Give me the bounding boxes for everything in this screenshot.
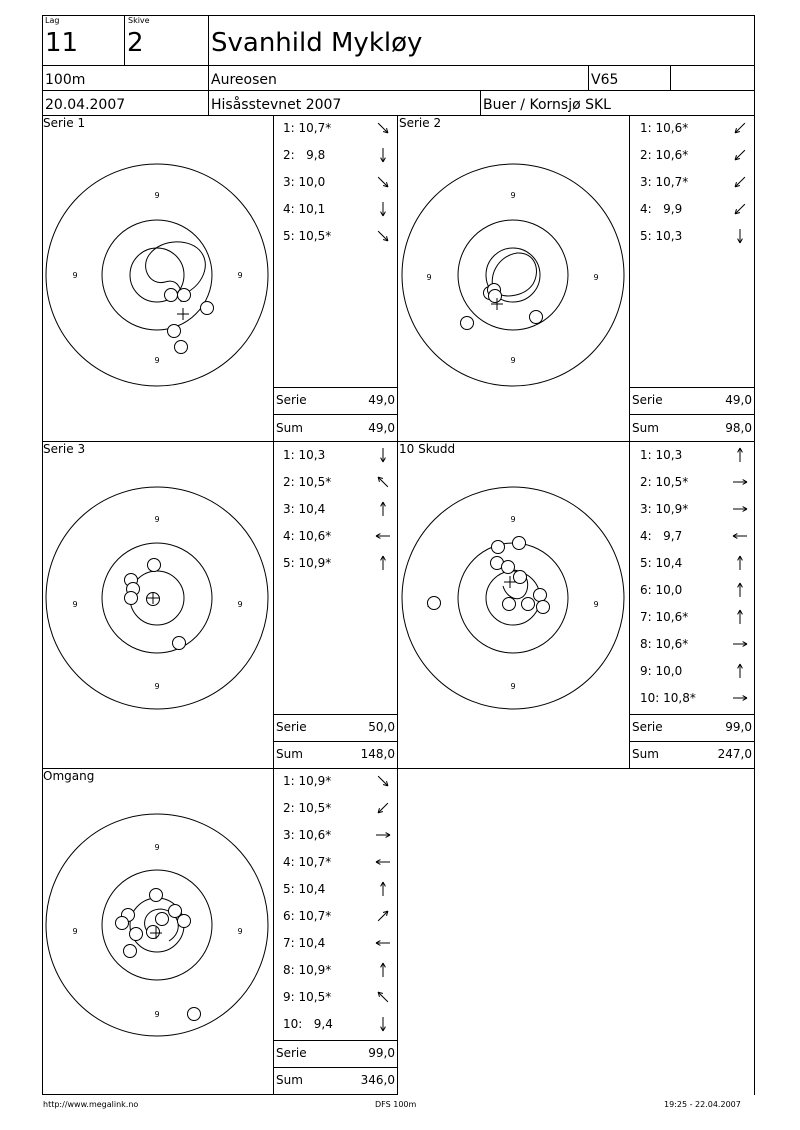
sum-value: 49,0	[368, 421, 395, 435]
shot-score: 6: 10,7*	[283, 909, 332, 923]
direction-arrow-icon	[375, 501, 391, 517]
ring-label: 9	[237, 927, 243, 936]
date: 20.04.2007	[45, 97, 126, 113]
shot-score: 5: 10,5*	[283, 229, 332, 243]
shot-score: 8: 10,6*	[640, 637, 689, 651]
shot-row	[640, 175, 750, 191]
ring-label: 9	[510, 191, 516, 200]
ring-label: 9	[72, 600, 78, 609]
shot-row	[283, 448, 393, 464]
sum-label: Sum	[632, 747, 659, 761]
direction-arrow-icon	[375, 935, 391, 951]
shot-row	[283, 936, 393, 952]
shot-hole	[492, 541, 505, 554]
direction-arrow-icon	[375, 201, 391, 217]
shot-row	[283, 828, 393, 844]
direction-arrow-icon	[375, 800, 391, 816]
lag-label: Lag	[45, 16, 60, 25]
direction-arrow-icon	[375, 827, 391, 843]
shot-score: 10: 9,4	[283, 1017, 333, 1031]
ring-label: 9	[154, 191, 160, 200]
ring-label: 9	[510, 356, 516, 365]
shot-score: 4: 10,6*	[283, 529, 332, 543]
shot-hole	[502, 561, 515, 574]
shot-row	[640, 583, 750, 599]
shot-score: 3: 10,4	[283, 502, 326, 516]
shot-hole	[173, 637, 186, 650]
serie-value: 99,0	[725, 720, 752, 734]
serie-label: Serie	[632, 393, 663, 407]
shot-hole	[150, 889, 163, 902]
shot-row	[283, 502, 393, 518]
direction-arrow-icon	[375, 147, 391, 163]
shot-score: 5: 10,4	[283, 882, 326, 896]
ring-label: 9	[510, 682, 516, 691]
skive-label: Skive	[128, 16, 150, 25]
shot-score: 6: 10,0	[640, 583, 683, 597]
shot-score: 4: 10,1	[283, 202, 326, 216]
location: Buer / Kornsjø SKL	[483, 97, 611, 113]
shot-hole	[188, 1008, 201, 1021]
shot-score: 5: 10,9*	[283, 556, 332, 570]
target-10-skudd	[399, 486, 629, 716]
sum-value: 98,0	[725, 421, 752, 435]
serie-label: Serie	[632, 720, 663, 734]
shot-score: 9: 10,0	[640, 664, 683, 678]
shot-score: 2: 9,8	[283, 148, 326, 162]
direction-arrow-icon	[732, 501, 748, 517]
shot-row	[283, 229, 393, 245]
shot-row	[283, 556, 393, 572]
footer-url: http://www.megalink.no	[43, 1100, 139, 1109]
direction-arrow-icon	[375, 881, 391, 897]
shot-score: 1: 10,6*	[640, 121, 689, 135]
target-omgang	[43, 813, 273, 1043]
shot-row	[640, 148, 750, 164]
shot-score: 7: 10,6*	[640, 610, 689, 624]
shot-hole	[156, 913, 169, 926]
shot-hole	[537, 601, 550, 614]
ring-label: 9	[154, 515, 160, 524]
shot-row	[283, 175, 393, 191]
shot-row	[283, 1017, 393, 1033]
shot-score: 1: 10,9*	[283, 774, 332, 788]
shot-hole	[175, 341, 188, 354]
shot-hole	[169, 905, 182, 918]
ring-label: 9	[237, 600, 243, 609]
shot-hole	[130, 928, 143, 941]
shot-hole	[530, 311, 543, 324]
shot-hole	[147, 926, 160, 939]
shot-row	[640, 502, 750, 518]
sum-value: 247,0	[717, 747, 752, 761]
shot-score: 10: 10,8*	[640, 691, 696, 705]
direction-arrow-icon	[732, 228, 748, 244]
shot-row	[640, 556, 750, 572]
shot-hole	[178, 289, 191, 302]
serie-value: 49,0	[725, 393, 752, 407]
shot-score: 4: 9,7	[640, 529, 683, 543]
shot-score: 2: 10,5*	[640, 475, 689, 489]
ring-label: 9	[154, 356, 160, 365]
shot-row	[283, 909, 393, 925]
direction-arrow-icon	[732, 474, 748, 490]
sum-value: 148,0	[360, 747, 395, 761]
ring-label: 9	[154, 1010, 160, 1019]
shot-hole	[148, 559, 161, 572]
direction-arrow-icon	[732, 609, 748, 625]
direction-arrow-icon	[375, 854, 391, 870]
shot-score: 3: 10,0	[283, 175, 326, 189]
shot-row	[283, 990, 393, 1006]
shot-row	[283, 475, 393, 491]
serie-label: Serie	[276, 720, 307, 734]
ring-label: 9	[593, 273, 599, 282]
ring-label: 9	[72, 927, 78, 936]
direction-arrow-icon	[375, 908, 391, 924]
direction-arrow-icon	[375, 174, 391, 190]
direction-arrow-icon	[732, 201, 748, 217]
direction-arrow-icon	[732, 582, 748, 598]
ring-label: 9	[72, 271, 78, 280]
direction-arrow-icon	[732, 120, 748, 136]
direction-arrow-icon	[375, 555, 391, 571]
ring-label: 9	[510, 515, 516, 524]
direction-arrow-icon	[732, 636, 748, 652]
direction-arrow-icon	[732, 690, 748, 706]
direction-arrow-icon	[375, 228, 391, 244]
target-serie-2	[399, 160, 629, 390]
serie-label: Serie	[276, 1046, 307, 1060]
direction-arrow-icon	[375, 1016, 391, 1032]
footer-program: DFS 100m	[375, 1100, 417, 1109]
direction-arrow-icon	[732, 447, 748, 463]
ring-label: 9	[593, 600, 599, 609]
shot-score: 8: 10,9*	[283, 963, 332, 977]
shot-hole	[534, 589, 547, 602]
sum-label: Sum	[276, 421, 303, 435]
target-serie-1	[43, 160, 273, 390]
direction-arrow-icon	[732, 174, 748, 190]
shot-row	[283, 882, 393, 898]
shot-row	[640, 529, 750, 545]
shot-row	[283, 121, 393, 137]
shot-score: 1: 10,3	[640, 448, 683, 462]
shot-hole	[489, 290, 502, 303]
shot-row	[283, 801, 393, 817]
shot-score: 3: 10,9*	[640, 502, 689, 516]
panel-title-serie-2: Serie 2	[399, 116, 442, 130]
shot-score: 2: 10,5*	[283, 801, 332, 815]
shot-row	[283, 963, 393, 979]
shot-score: 5: 10,4	[640, 556, 683, 570]
shot-hole	[125, 592, 138, 605]
shot-hole	[513, 537, 526, 550]
shot-row	[640, 229, 750, 245]
direction-arrow-icon	[375, 447, 391, 463]
sum-value: 346,0	[360, 1073, 395, 1087]
shot-score: 3: 10,7*	[640, 175, 689, 189]
shooter-name: Svanhild Mykløy	[211, 28, 423, 58]
direction-arrow-icon	[375, 989, 391, 1005]
direction-arrow-icon	[732, 555, 748, 571]
shot-score: 4: 10,7*	[283, 855, 332, 869]
shot-row	[640, 121, 750, 137]
ring-label: 9	[426, 273, 432, 282]
shot-hole	[522, 598, 535, 611]
shot-row	[640, 664, 750, 680]
shot-hole	[116, 917, 129, 930]
shot-score: 4: 9,9	[640, 202, 683, 216]
shot-hole	[165, 289, 178, 302]
serie-value: 50,0	[368, 720, 395, 734]
direction-arrow-icon	[732, 147, 748, 163]
panel-title-10-skudd: 10 Skudd	[399, 442, 456, 456]
panel-title-serie-1: Serie 1	[43, 116, 86, 130]
sum-label: Sum	[276, 747, 303, 761]
shot-hole	[178, 915, 191, 928]
shot-hole	[503, 598, 516, 611]
shot-score: 5: 10,3	[640, 229, 683, 243]
shot-row	[283, 774, 393, 790]
direction-arrow-icon	[732, 663, 748, 679]
panel-title-serie-3: Serie 3	[43, 442, 86, 456]
serie-value: 49,0	[368, 393, 395, 407]
shot-hole	[461, 317, 474, 330]
distance: 100m	[45, 72, 86, 88]
skive-value: 2	[127, 28, 144, 58]
event-name: Hisåsstevnet 2007	[211, 97, 342, 113]
ring-label: 9	[154, 843, 160, 852]
ring-label: 9	[237, 271, 243, 280]
shot-row	[640, 637, 750, 653]
shot-row	[640, 448, 750, 464]
serie-label: Serie	[276, 393, 307, 407]
sum-label: Sum	[276, 1073, 303, 1087]
shot-score: 3: 10,6*	[283, 828, 332, 842]
shot-hole	[428, 597, 441, 610]
shot-score: 1: 10,7*	[283, 121, 332, 135]
panel-title-omgang: Omgang	[43, 769, 95, 783]
direction-arrow-icon	[732, 528, 748, 544]
direction-arrow-icon	[375, 962, 391, 978]
shot-row	[640, 475, 750, 491]
lag-value: 11	[45, 28, 79, 58]
shot-score: 9: 10,5*	[283, 990, 332, 1004]
shot-hole	[201, 302, 214, 315]
shot-score: 2: 10,5*	[283, 475, 332, 489]
shot-row	[283, 202, 393, 218]
direction-arrow-icon	[375, 528, 391, 544]
ring-label: 9	[154, 682, 160, 691]
shot-row	[283, 148, 393, 164]
shot-hole	[168, 325, 181, 338]
direction-arrow-icon	[375, 474, 391, 490]
sum-label: Sum	[632, 421, 659, 435]
shot-row	[640, 202, 750, 218]
direction-arrow-icon	[375, 773, 391, 789]
target-serie-3	[43, 486, 273, 716]
footer-timestamp: 19:25 - 22.04.2007	[664, 1100, 741, 1109]
direction-arrow-icon	[375, 120, 391, 136]
shot-row	[283, 529, 393, 545]
shot-row	[283, 855, 393, 871]
shot-hole	[124, 945, 137, 958]
shot-score: 7: 10,4	[283, 936, 326, 950]
shot-row	[640, 610, 750, 626]
shot-score: 2: 10,6*	[640, 148, 689, 162]
shot-score: 1: 10,3	[283, 448, 326, 462]
shot-row	[640, 691, 750, 707]
serie-value: 99,0	[368, 1046, 395, 1060]
class: V65	[591, 72, 619, 88]
club: Aureosen	[211, 72, 277, 88]
